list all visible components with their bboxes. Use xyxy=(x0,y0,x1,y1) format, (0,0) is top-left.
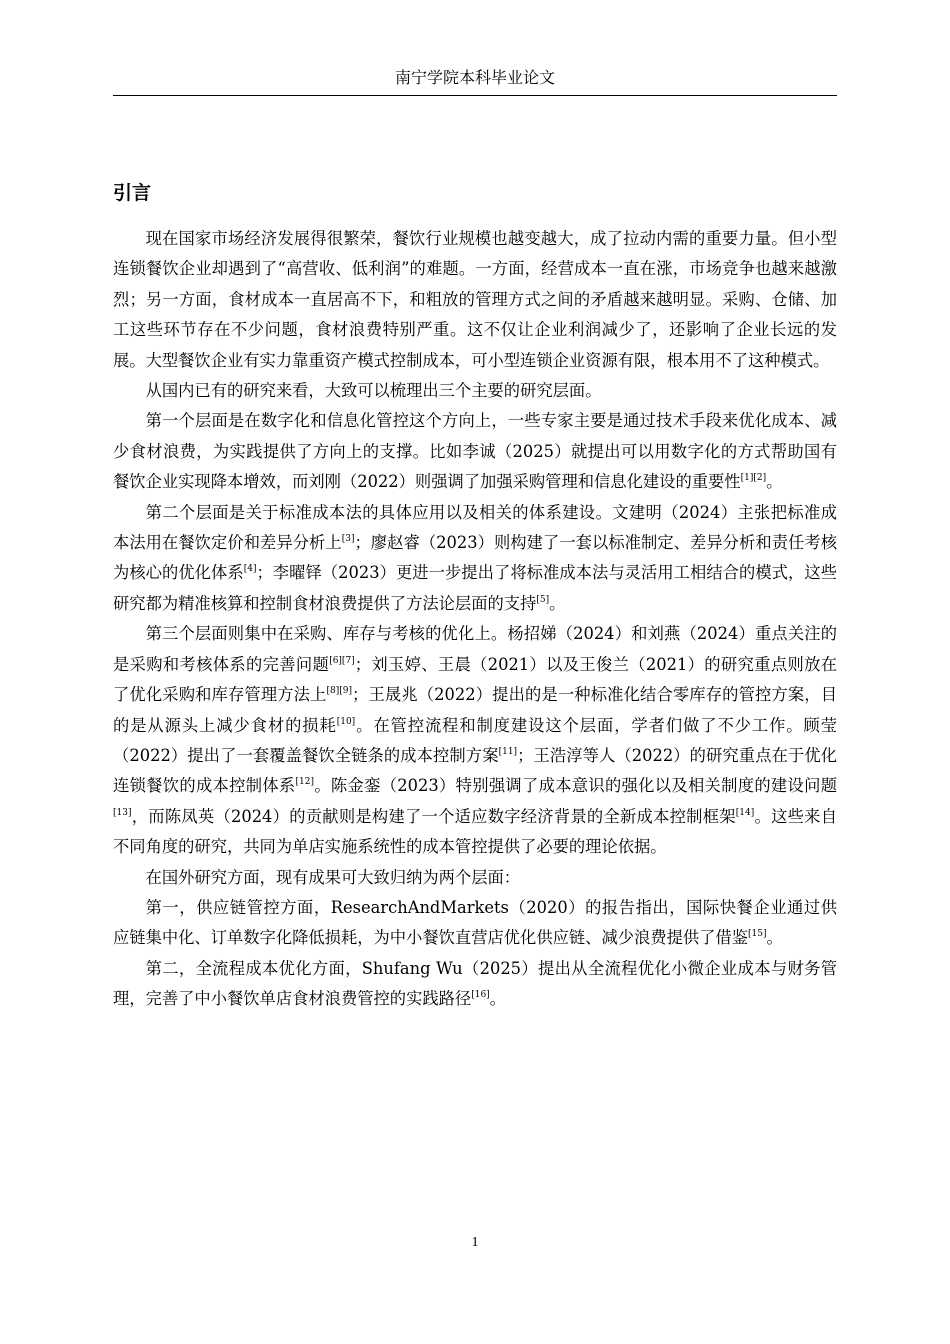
citation-ref: [4] xyxy=(243,564,257,575)
citation-ref: [10] xyxy=(336,716,356,727)
citation-ref: [14] xyxy=(735,807,755,818)
paragraph xyxy=(113,376,837,406)
paragraph-text: ；刘玉婷、王晨（2021）以及王俊兰（2021）的研究重点则放在了优化采购和库存管理方法上 xyxy=(113,654,837,705)
section-heading: 引言 xyxy=(113,182,152,204)
header-rule xyxy=(113,95,837,96)
citation-ref: [11] xyxy=(498,746,518,757)
paragraph-text: 。 xyxy=(489,989,506,1009)
paragraph-text: 第二个层面是关于标准成本法的具体应用以及相关的体系建设。文建明（2024）主张把标准成本法用在餐饮定价和差异分析上 xyxy=(113,502,837,553)
paragraph-text: ；王晟兆（2022）提出的是一种标准化结合零库存的管控方案，目的是从源头上减少食材的损耗 xyxy=(113,685,837,735)
paragraph xyxy=(113,498,837,620)
paragraph xyxy=(113,406,837,497)
paragraph-text: 。这些来自不同角度的研究，共同为单店实施系统性的成本管控提供了必要的理论依据。 xyxy=(113,806,837,857)
citation-ref: [16] xyxy=(471,990,490,1001)
paragraph-text: 。 xyxy=(766,472,783,492)
paragraph-text: 。 xyxy=(549,593,566,613)
paragraph-text: 第一，供应链管控方面，ResearchAndMarkets（2020）的报告指出，国际快餐企业通过供应链集中化、订单数字化降低损耗，为中小餐饮直营店优化供应链、减少浪费提供了借鉴 xyxy=(113,897,837,948)
citation-ref: [3] xyxy=(341,534,355,545)
citation-ref: [6][7] xyxy=(329,655,355,666)
paragraph-text: 第三个层面则集中在采购、库存与考核的优化上。杨招娣（2024）和刘燕（2024）重点关注的是采购和考核体系的完善问题 xyxy=(113,624,837,674)
page-number: 1 xyxy=(471,1235,479,1250)
citation-ref: [8][9] xyxy=(326,686,353,697)
body-text xyxy=(113,224,837,1015)
citation-ref: [12] xyxy=(295,777,315,788)
paragraph xyxy=(113,863,837,893)
paragraph xyxy=(113,893,837,954)
citation-ref: [5] xyxy=(536,594,550,605)
running-header: 南宁学院本科毕业论文 xyxy=(394,68,555,87)
paragraph-text: ；李曜铎（2023）更进一步提出了将标准成本法与灵活用工相结合的模式，这些研究都为精准核算和控制食材浪费提供了方法论层面的支持 xyxy=(113,563,837,613)
paragraph-text: 。在管控流程和制度建设这个层面，学者们做了不少工作。顾莹（2022）提出了一套覆盖餐饮全链条的成本控制方案 xyxy=(113,715,837,765)
paragraph xyxy=(113,619,837,862)
citation-ref: [1][2] xyxy=(740,473,767,484)
paragraph-text: ，而陈凤英（2024）的贡献则是构建了一个适应数字经济背景的全新成本控制框架 xyxy=(131,806,736,826)
paragraph xyxy=(113,224,837,376)
paragraph-text: ；廖赵睿（2023）则构建了一套以标准制定、差异分析和责任考核为核心的优化体系 xyxy=(113,533,837,583)
paragraph-text: 第一个层面是在数字化和信息化管控这个方向上，一些专家主要是通过技术手段来优化成本、减少食材浪费，为实践提供了方向上的支撑。比如李诚（2025）就提出可以用数字化的方式帮助国有餐饮企业实现降本增效，而刘刚（2022）则强调了加强采购管理和信息化建设的重要性 xyxy=(113,411,837,492)
citation-ref: [15] xyxy=(747,929,767,940)
paragraph-text: 。陈金銮（2023）特别强调了成本意识的强化以及相关制度的建设问题 xyxy=(314,776,837,796)
paragraph-text: 在国外研究方面，现有成果可大致归纳为两个层面： xyxy=(145,867,521,887)
paragraph-text: 现在国家市场经济发展得很繁荣，餐饮行业规模也越变越大，成了拉动内需的重要力量。但小型连锁餐饮企业却遇到了“高营收、低利润”的难题。一方面，经营成本一直在涨，市场竞争也越来越激烈；另一方面，食材成本一直居高不下，和粗放的管理方式之间的矛盾越来越明显。采购、仓储、加工这些环节存在不少问题，食材浪费特别严重。这不仅让企业利润减少了，还影响了企业长远的发展。大型餐饮企业有实力靠重资产模式控制成本，可小型连锁企业资源有限，根本用不了这种模式。 xyxy=(113,229,837,370)
paragraph-text: 。 xyxy=(766,928,783,948)
paragraph xyxy=(113,954,837,1015)
paragraph-text: ；王浩淳等人（2022）的研究重点在于优化连锁餐饮的成本控制体系 xyxy=(113,745,838,796)
paragraph-text: 从国内已有的研究来看，大致可以梳理出三个主要的研究层面。 xyxy=(145,381,602,401)
citation-ref: [13] xyxy=(113,807,132,818)
paragraph-text: 第二，全流程成本优化方面，Shufang Wu（2025）提出从全流程优化小微企业成本与财务管理，完善了中小餐饮单店食材浪费管控的实践路径 xyxy=(113,958,837,1009)
